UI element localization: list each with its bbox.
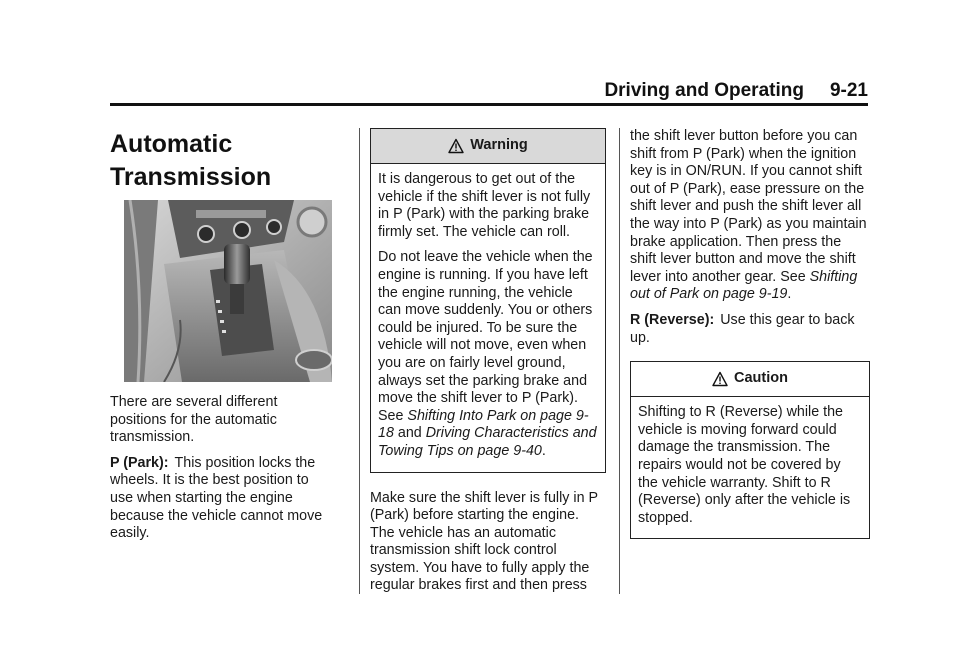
reverse-paragraph (630, 312, 870, 347)
column-divider (619, 128, 620, 594)
caution-heading: Caution (734, 370, 788, 387)
reverse-text: Use this gear to back up. (630, 311, 855, 346)
intro-paragraph: There are several different positions for the automatic transmission. (110, 394, 278, 446)
park-paragraph (110, 455, 332, 543)
caution-paragraph: Shifting to R (Reverse) while the vehicle is moving forward could damage the transmission. The repairs would not be covered by the vehicle warranty. Shift to R (Reverse) only after the vehicle is stopped. (638, 404, 851, 526)
column-divider (359, 128, 360, 594)
col1-text (110, 394, 332, 551)
warning-box (370, 128, 606, 473)
park-term: P (Park): (110, 454, 169, 471)
page-header (110, 80, 868, 104)
caution-header (631, 362, 869, 397)
park-text: This position locks the wheels. It is the best position to use when starting the engine because the vehicle cannot move easily. (110, 454, 323, 542)
reverse-term: R (Reverse): (630, 311, 715, 328)
caution-body (631, 397, 869, 538)
warning-paragraph-1: It is dangerous to get out of the vehicle if the shift lever is not fully in P (Park) with the parking brake firmly set. The vehicle can roll. (378, 171, 591, 240)
column-1 (110, 128, 332, 542)
caution-box (630, 361, 870, 539)
continuation-paragraph: the shift lever button before you can shift from P (Park) when the ignition key is in ON/RUN. If you cannot shift out of P (Park), ease pressure on the shift lever and push the shift lever all the way into P (Park) as you maintain brake application. Then press the shift lever button and move the shift lever into another gear. See Shifting out of Park on page 9-19. (630, 128, 867, 303)
page-number: 9-21 (829, 80, 868, 101)
warning-triangle-icon (712, 371, 728, 387)
warning-paragraph-2: Do not leave the vehicle when the engine is running. If you have left the engine running, the vehicle can move suddenly. You or others could be injured. To be sure the vehicle will not move, even when you are on fairly level ground, always set the parking brake and move the shift lever to P (Park). See Shifting Into Park on page 9-18 and Driving Characteristics and Towing Tips on page 9-40. (378, 249, 597, 459)
section-title: Driving and Operating (604, 80, 804, 101)
warning-triangle-icon (448, 138, 464, 154)
warning-header (371, 129, 605, 164)
xref-driving-characteristics[interactable]: Driving Characteristics and Towing Tips on page 9-40 (378, 425, 597, 459)
shift-lock-paragraph: Make sure the shift lever is fully in P (Park) before starting the engine. The vehicle has an automatic transmission shift lock control system. You have to fully apply the regular brakes first and then press (370, 489, 598, 594)
column-3 (630, 128, 870, 556)
warning-heading: Warning (470, 137, 528, 154)
shift-lever-illustration (124, 200, 332, 382)
xref-shifting-into-park[interactable]: Shifting Into Park on page 9-18 (378, 407, 589, 442)
header-rule (110, 103, 868, 106)
column-2 (370, 128, 606, 603)
warning-body (371, 164, 605, 472)
section-heading: Automatic Transmission (110, 130, 272, 191)
xref-shifting-out-of-park[interactable]: Shifting out of Park on page 9-19 (630, 268, 858, 303)
